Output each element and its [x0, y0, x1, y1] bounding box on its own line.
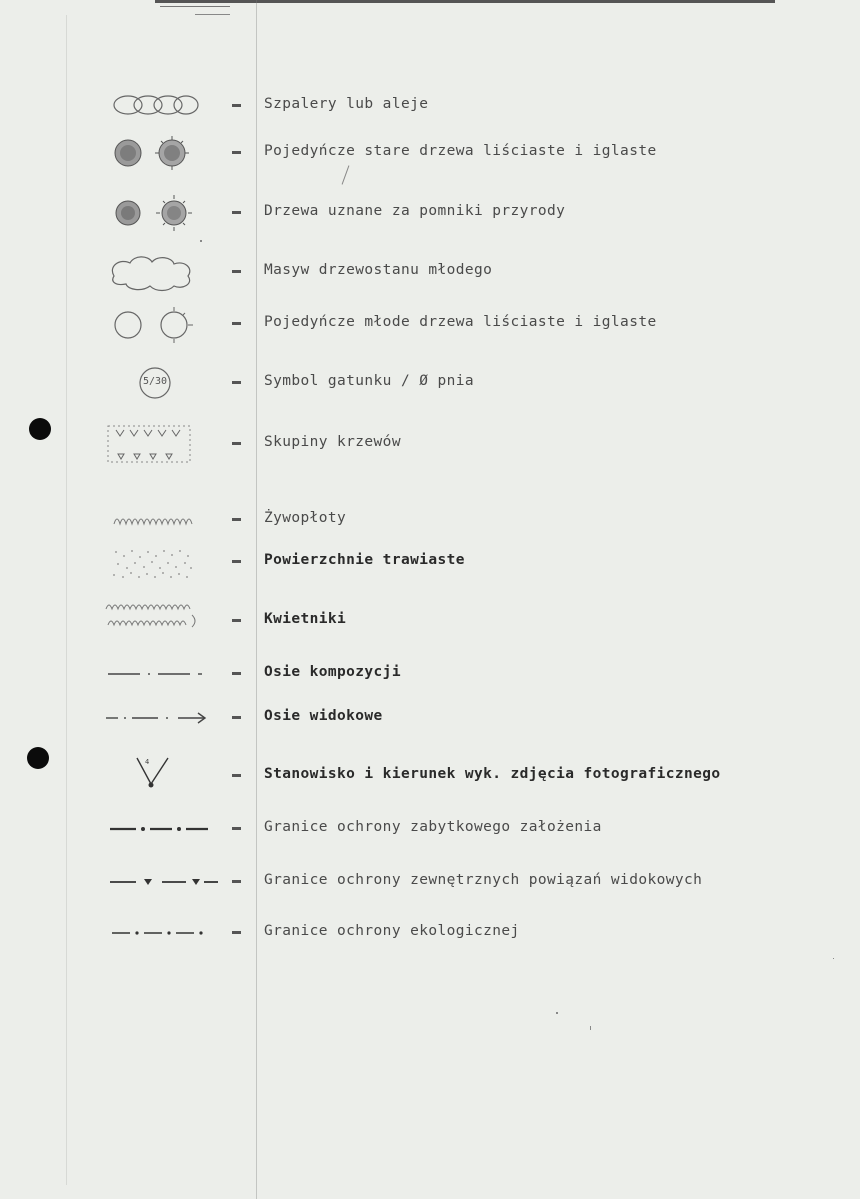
view-links-boundary-icon: [100, 862, 220, 902]
separator-dash: [232, 104, 241, 107]
legend-label: Żywopłoty: [264, 510, 347, 526]
legend-label: Masyw drzewostanu młodego: [264, 262, 493, 278]
margin-rule: [256, 0, 257, 1199]
legend-item: [0, 601, 860, 641]
separator-dash: [232, 880, 241, 883]
separator-dash: [232, 518, 241, 521]
heritage-boundary-icon: [100, 809, 220, 849]
legend-label: Granice ochrony ekologicznej: [264, 923, 520, 939]
legend-label: Pojedyńcze młode drzewa liściaste i iglaste: [264, 314, 657, 330]
species-symbol-icon: [100, 363, 220, 403]
species-symbol-text: 5/30: [142, 376, 168, 387]
ecological-boundary-icon: [100, 913, 220, 953]
flowerbed-icon: [100, 601, 220, 641]
legend-item: [0, 86, 860, 126]
photo-station-icon: [100, 756, 220, 796]
separator-dash: [232, 560, 241, 563]
separator-dash: [232, 270, 241, 273]
legend-item: [0, 862, 860, 902]
legend-label: Osie kompozycji: [264, 664, 401, 680]
separator-dash: [232, 211, 241, 214]
top-edge-line: [155, 0, 775, 3]
composition-axis-icon: [100, 654, 220, 694]
legend-item: [0, 500, 860, 540]
hedge-icon: [100, 500, 220, 540]
legend-item: [0, 193, 860, 233]
legend-label: Osie widokowe: [264, 708, 383, 724]
legend-item: [0, 654, 860, 694]
shrub-groups-icon: [100, 424, 220, 464]
paper-speck: [590, 1026, 591, 1030]
old-trees-icon: [100, 133, 220, 173]
separator-dash: [232, 774, 241, 777]
row-of-trees-icon: [100, 86, 220, 126]
legend-label: Symbol gatunku / Ø pnia: [264, 373, 474, 389]
separator-dash: [232, 827, 241, 830]
legend-label: Kwietniki: [264, 611, 347, 627]
top-stamp-mark: [160, 6, 230, 7]
legend-item: [0, 913, 860, 953]
legend-label: Pojedyńcze stare drzewa liściaste i iglaste: [264, 143, 657, 159]
paper-speck: [556, 1012, 558, 1014]
view-axis-icon: [100, 698, 220, 738]
svg-text:4: 4: [145, 758, 150, 766]
separator-dash: [232, 672, 241, 675]
legend-label: Drzewa uznane za pomniki przyrody: [264, 203, 566, 219]
natural-monument-trees-icon: [100, 193, 220, 233]
separator-dash: [232, 619, 241, 622]
legend-label: Stanowisko i kierunek wyk. zdjęcia fotograficznego: [264, 766, 721, 782]
legend-item: [0, 542, 860, 582]
separator-dash: [232, 381, 241, 384]
legend-item: [0, 424, 860, 464]
young-trees-icon: [100, 304, 220, 344]
top-stamp-mark-2: [195, 14, 230, 15]
separator-dash: [232, 931, 241, 934]
legend-item: [0, 133, 860, 173]
legend-label: Skupiny krzewów: [264, 434, 401, 450]
legend-item: [0, 698, 860, 738]
grass-area-icon: [100, 542, 220, 582]
legend-item: [0, 809, 860, 849]
legend-label: Granice ochrony zabytkowego założenia: [264, 819, 602, 835]
separator-dash: [232, 322, 241, 325]
separator-dash: [232, 442, 241, 445]
separator-dash: [232, 716, 241, 719]
legend-label: Granice ochrony zewnętrznych powiązań widokowych: [264, 872, 703, 888]
legend-label: Powierzchnie trawiaste: [264, 552, 465, 568]
paper-speck: [833, 958, 834, 959]
left-margin-rule: [66, 15, 67, 1185]
young-stand-mass-icon: [100, 252, 220, 292]
legend-item: [0, 756, 860, 796]
separator-dash: [232, 151, 241, 154]
legend-item: [0, 363, 860, 403]
paper-speck: [200, 240, 202, 242]
legend-label: Szpalery lub aleje: [264, 96, 429, 112]
legend-item: [0, 252, 860, 292]
legend-item: [0, 304, 860, 344]
